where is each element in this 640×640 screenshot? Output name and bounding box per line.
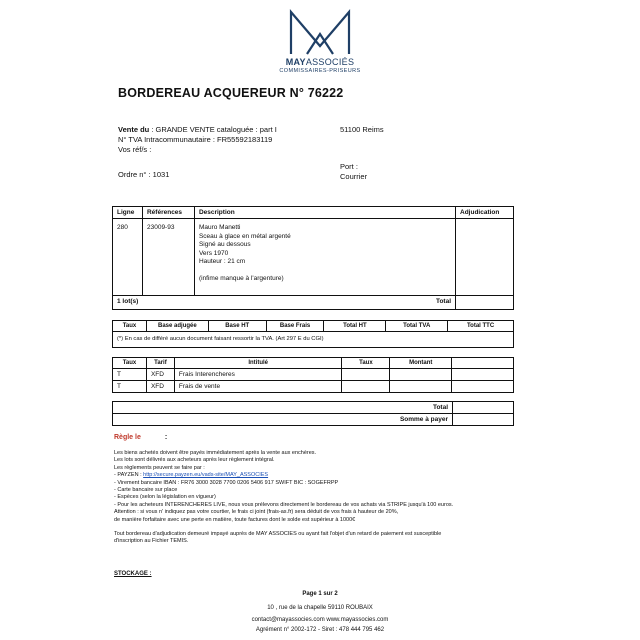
payment-heading: Règle le :	[114, 434, 168, 441]
table-row: T XFD Frais Interencheres	[113, 369, 514, 381]
col-fee-taux: Taux	[113, 358, 147, 369]
lots-table	[112, 206, 514, 310]
sale-value: : GRANDE VENTE cataloguée : part I	[149, 125, 277, 134]
tva-note: (*) En cas de différé aucun document faisant ressortir la TVA. (Art 297 E du CGI)	[112, 331, 514, 348]
col-taux: Taux	[113, 321, 147, 332]
totals-table	[112, 401, 514, 426]
amount-due-value	[453, 414, 514, 426]
footer-contact: contact@mayassocies.com www.mayassocies.com	[251, 617, 389, 623]
footer-agrement: Agrément n° 2002-172 - Siret : 478 444 795 462	[255, 627, 385, 633]
logo-subtitle: COMMISSAIRES-PRISEURS	[279, 68, 361, 74]
payzen-link[interactable]: http://secure.payzen.eu/vads-site/MAY_ASSOCIES	[143, 472, 269, 479]
table-row: T XFD Frais de vente	[113, 381, 514, 393]
col-fee-tarif: Tarif	[146, 358, 174, 369]
fees-table-header	[113, 358, 514, 369]
col-fee-blank	[452, 358, 514, 369]
port-label: Port :	[340, 162, 358, 171]
lots-total-value	[456, 296, 514, 310]
total-value	[453, 402, 514, 414]
lot-reference: 23009-93	[142, 219, 194, 296]
col-total-ht: Total HT	[324, 321, 386, 332]
shipping-method: Courrier	[340, 172, 368, 181]
col-description: Description	[194, 207, 455, 219]
page-number: Page 1 sur 2	[302, 591, 338, 597]
sale-label: Vente du	[118, 125, 150, 134]
vat-number: N° TVA Intracommunautaire : FR55592183119	[118, 135, 273, 144]
document-title: BORDEREAU ACQUEREUR N° 76222	[118, 86, 344, 100]
col-base-adjugee: Base adjugée	[146, 321, 208, 332]
lot-adjudication	[456, 219, 514, 296]
city: 51100 Reims	[340, 125, 384, 134]
col-base-ht: Base HT	[208, 321, 266, 332]
lot-description: Mauro Manetti Sceau à glace en métal argenté Signé au dessous Vers 1970 Hauteur : 21 cm (infime manque à l'argenture)	[194, 219, 455, 296]
col-total-ttc: Total TTC	[448, 321, 514, 332]
total-row	[113, 402, 514, 414]
sale-info	[118, 125, 277, 155]
lots-total-row	[113, 296, 514, 310]
amount-due-row	[113, 414, 514, 426]
col-base-frais: Base Frais	[266, 321, 324, 332]
col-references: Références	[142, 207, 194, 219]
lot-count: 1 lot(s)	[117, 298, 139, 305]
logo-mark-icon	[287, 8, 353, 56]
footer-address: 10 , rue de la chapelle 59110 ROUBAIX	[267, 605, 373, 611]
lots-table-header	[113, 207, 514, 219]
shipping-info	[340, 162, 367, 182]
total-label: Total	[113, 402, 453, 414]
fees-table	[112, 357, 514, 393]
tax-table-header	[113, 321, 514, 332]
your-refs: Vos réf/s :	[118, 145, 152, 154]
lot-line: 280	[113, 219, 143, 296]
col-fee-intitule: Intitulé	[174, 358, 342, 369]
payment-terms: Les biens achetés doivent être payés immédiatement après la vente aux enchères. Les lots sont délivrés aux acheteurs après leur règlement intégral. Les règlements peuvent se faire par : - PAYZEN : http://secure.payzen.eu/vads-site/MAY_ASSOCIES - Virement bancaire IBAN : FR76 3000 3028 7700 0206 5406 917 SWIFT BIC : SOGEFRPP - Carte bancaire sur place - Espèces (selon la législation en vigueur) - Pour les acheteurs INTERENCHERES LIVE, nous vous prélevons directement le bordereau de vos achats via STRIPE jusqu'à 100 euros. Attention : si vous n' indiquez pas votre courtier, le frais ci joint (frais-as.fr) sera déduit de vos frais à hauteur de 20%, de manière forfaitaire avec une perte en matière, toute factures dont le solde est supérieur à 1000€ Tout bordereau d'adjudication demeuré impayé auprès de MAY ASSOCIES ou ayant fait l'objet d'un retard de paiement est susceptible d'inscription au Fichier TEMIS.	[114, 450, 454, 545]
storage-heading: STOCKAGE :	[114, 571, 152, 577]
col-fee-montant: Montant	[390, 358, 452, 369]
lots-total-label: Total	[435, 298, 452, 305]
col-fee-taux2: Taux	[342, 358, 390, 369]
company-logo	[270, 8, 370, 74]
col-adjudication: Adjudication	[456, 207, 514, 219]
col-total-tva: Total TVA	[386, 321, 448, 332]
col-ligne: Ligne	[113, 207, 143, 219]
logo-name: MAYASSOCIÉS	[285, 57, 355, 67]
table-row	[113, 219, 514, 296]
amount-due-label: Somme à payer	[113, 414, 453, 426]
order-number: Ordre n° : 1031	[118, 170, 170, 179]
